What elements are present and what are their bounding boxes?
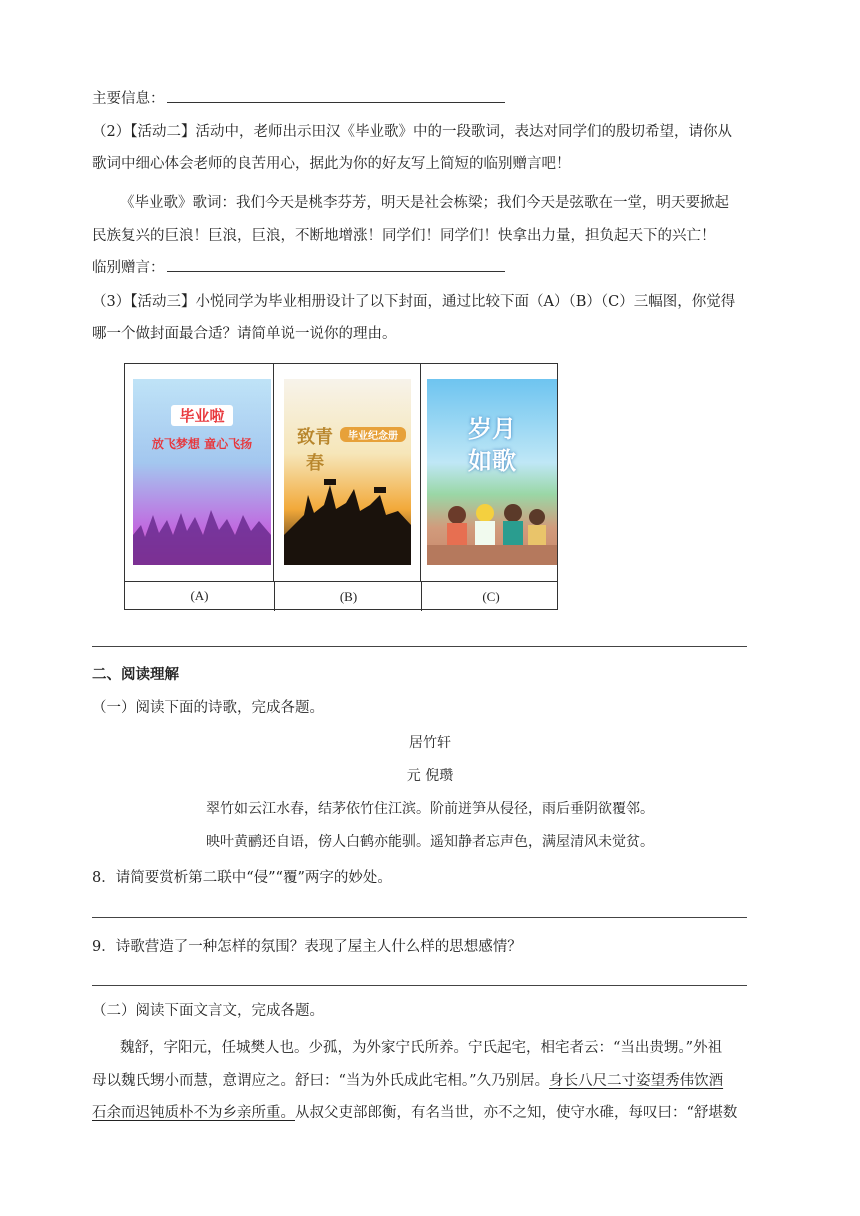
lyrics-line-2: 民族复兴的巨浪！巨浪，巨浪，不断地增涨！同学们！同学们！快拿出力量，担负起天下的兴亡！: [92, 228, 716, 244]
part-1-instruction: （一）阅读下面的诗歌，完成各题。: [92, 700, 324, 716]
cover-a-subtitle: 放飞梦想 童心飞扬: [151, 437, 253, 451]
cover-b-caption: (B): [274, 582, 422, 611]
cover-c-image: [427, 379, 557, 565]
lyrics-line-1: 《毕业歌》歌词：我们今天是桃李芬芳，明天是社会栋梁；我们今天是弦歌在一堂，明天要掀起: [120, 195, 729, 211]
main-info-line: [92, 89, 505, 109]
main-info-label: 主要信息：: [92, 91, 165, 107]
answer-line-q9[interactable]: [92, 985, 747, 986]
cover-b-title: 致青春: [297, 427, 333, 474]
question-8: 8．请简要赏析第二联中“侵”“覆”两字的妙处。: [92, 870, 392, 886]
prose-line-3-text: 从叔父吏部郎衡，有名当世，亦不之知，使守水碓，每叹曰：“舒堪数: [295, 1105, 738, 1121]
q3-line-2: 哪一个做封面最合适？请简单说一说你的理由。: [92, 326, 397, 342]
poem-line-1: 翠竹如云江水春，结茅依竹住江滨。阶前迸笋从侵径，雨后垂阴欲覆邻。: [206, 801, 654, 817]
q2-line-2: 歌词中细心体会老师的良苦用心，据此为你的好友写上简短的临别赠言吧！: [92, 156, 571, 172]
part-2-instruction: （二）阅读下面文言文，完成各题。: [92, 1003, 324, 1019]
cover-a-image: [133, 379, 271, 565]
prose-line-3: [92, 1103, 737, 1123]
cover-c-title-2: 如歌: [468, 447, 516, 475]
cover-cell-a: [125, 364, 274, 581]
cover-comparison-table: [124, 363, 558, 610]
cover-a-crowd-silhouette: [133, 495, 271, 565]
farewell-blank[interactable]: [167, 259, 505, 272]
cover-cell-b: [274, 364, 421, 581]
poem-title: 居竹轩: [409, 735, 451, 751]
answer-line-q3[interactable]: [92, 646, 747, 647]
q3-line-1: （3）【活动三】小悦同学为毕业相册设计了以下封面，通过比较下面（A）（B）（C）三幅图，你觉得: [92, 294, 736, 310]
poem-line-2: 映叶黄鹂还自语，傍人白鹤亦能驯。遥知静者忘声色，满屋清风未觉贫。: [206, 834, 654, 850]
cover-b-image: [284, 379, 411, 565]
prose-line-2-underlined: 身长八尺二寸姿望秀伟饮酒: [549, 1073, 724, 1089]
cover-c-caption: (C): [421, 582, 560, 611]
prose-line-3-underlined: 石余而迟钝质朴不为乡亲所重。: [92, 1105, 295, 1121]
question-9: 9．诗歌营造了一种怎样的氛围？表现了屋主人什么样的思想感情？: [92, 939, 522, 955]
cover-b-graduates-silhouette: [284, 475, 411, 565]
cover-cell-c: [421, 364, 559, 581]
cover-c-children-illustration: [427, 495, 557, 565]
prose-line-2-text: 母以魏氏甥小而慧，意谓应之。舒曰：“当为外氏成此宅相。”久乃别居。: [92, 1073, 550, 1089]
cover-c-title-1: 岁月: [468, 415, 516, 443]
poem-author: 元 倪瓒: [406, 768, 454, 784]
q2-line-1: （2）【活动二】活动中，老师出示田汉《毕业歌》中的一段歌词，表达对同学们的殷切希望，请你从: [92, 124, 732, 140]
main-info-blank[interactable]: [167, 90, 505, 103]
farewell-line: [92, 258, 505, 278]
cover-caption-row: [125, 581, 557, 611]
prose-line-2: [92, 1071, 723, 1091]
cover-a-title: 毕业啦: [171, 405, 233, 426]
farewell-label: 临别赠言：: [92, 260, 165, 276]
answer-line-q8[interactable]: [92, 917, 747, 918]
cover-a-caption: (A): [190, 588, 209, 603]
section-heading: 二、阅读理解: [92, 667, 179, 683]
cover-b-subtitle: 毕业纪念册: [340, 427, 406, 442]
prose-line-1: 魏舒，字阳元，任城樊人也。少孤，为外家宁氏所养。宁氏起宅，相宅者云：“当出贵甥。”外祖: [120, 1040, 723, 1056]
